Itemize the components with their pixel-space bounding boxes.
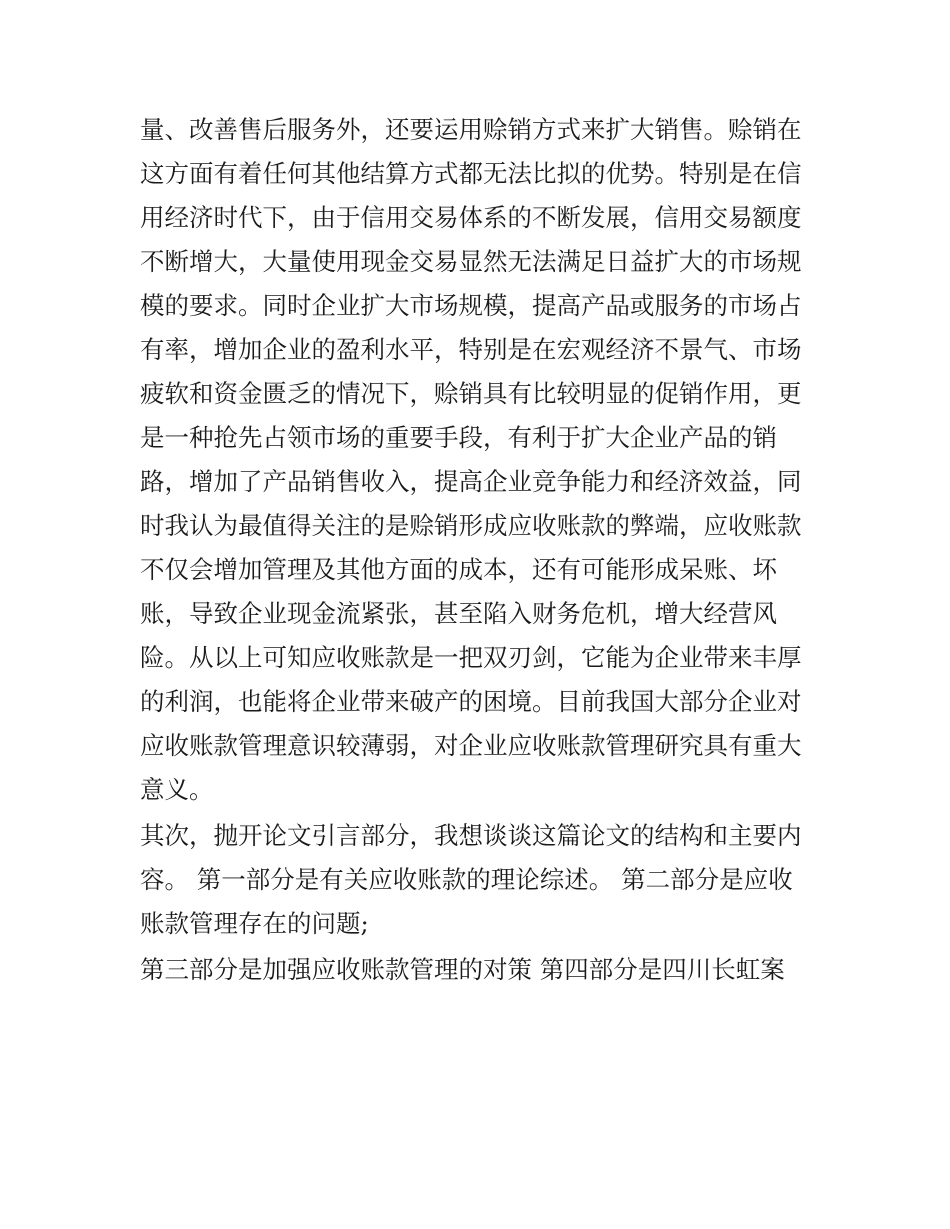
text-line: 模的要求。同时企业扩大市场规模，提高产品或服务的市场占 <box>140 291 802 320</box>
text-line: 其次，抛开论文引言部分，我想谈谈这篇论文的结构和主要内 <box>140 821 802 850</box>
text-line: 疲软和资金匮乏的情况下，赊销具有比较明显的促销作用，更 <box>140 379 802 408</box>
body-text <box>140 108 820 992</box>
text-line: 第三部分是加强应收账款管理的对策 第四部分是四川长虹案 <box>140 955 785 984</box>
text-line: 意义。 <box>140 775 214 804</box>
text-line: 账，导致企业现金流紧张，甚至陷入财务危机，增大经营风 <box>140 599 777 628</box>
text-line: 量、改善售后服务外，还要运用赊销方式来扩大销售。赊销在 <box>140 115 802 144</box>
text-line: 这方面有着任何其他结算方式都无法比拟的优势。特别是在信 <box>140 159 802 188</box>
text-line: 有率，增加企业的盈利水平，特别是在宏观经济不景气、市场 <box>140 335 802 364</box>
text-line: 路，增加了产品销售收入，提高企业竞争能力和经济效益，同 <box>140 467 802 496</box>
text-line: 账款管理存在的问题; <box>140 909 369 938</box>
text-line: 的利润，也能将企业带来破产的困境。目前我国大部分企业对 <box>140 687 802 716</box>
text-line: 应收账款管理意识较薄弱，对企业应收账款管理研究具有重大 <box>140 731 802 760</box>
text-line: 用经济时代下，由于信用交易体系的不断发展，信用交易额度 <box>140 203 802 232</box>
text-line: 险。从以上可知应收账款是一把双刃剑，它能为企业带来丰厚 <box>140 643 802 672</box>
text-line: 时我认为最值得关注的是赊销形成应收账款的弊端，应收账款 <box>140 511 802 540</box>
text-line: 不仅会增加管理及其他方面的成本，还有可能形成呆账、坏 <box>140 555 777 584</box>
text-line: 不断增大，大量使用现金交易显然无法满足日益扩大的市场规 <box>140 247 802 276</box>
text-line: 容。 第一部分是有关应收账款的理论综述。 第二部分是应收 <box>140 865 793 894</box>
text-line: 是一种抢先占领市场的重要手段，有利于扩大企业产品的销 <box>140 423 777 452</box>
